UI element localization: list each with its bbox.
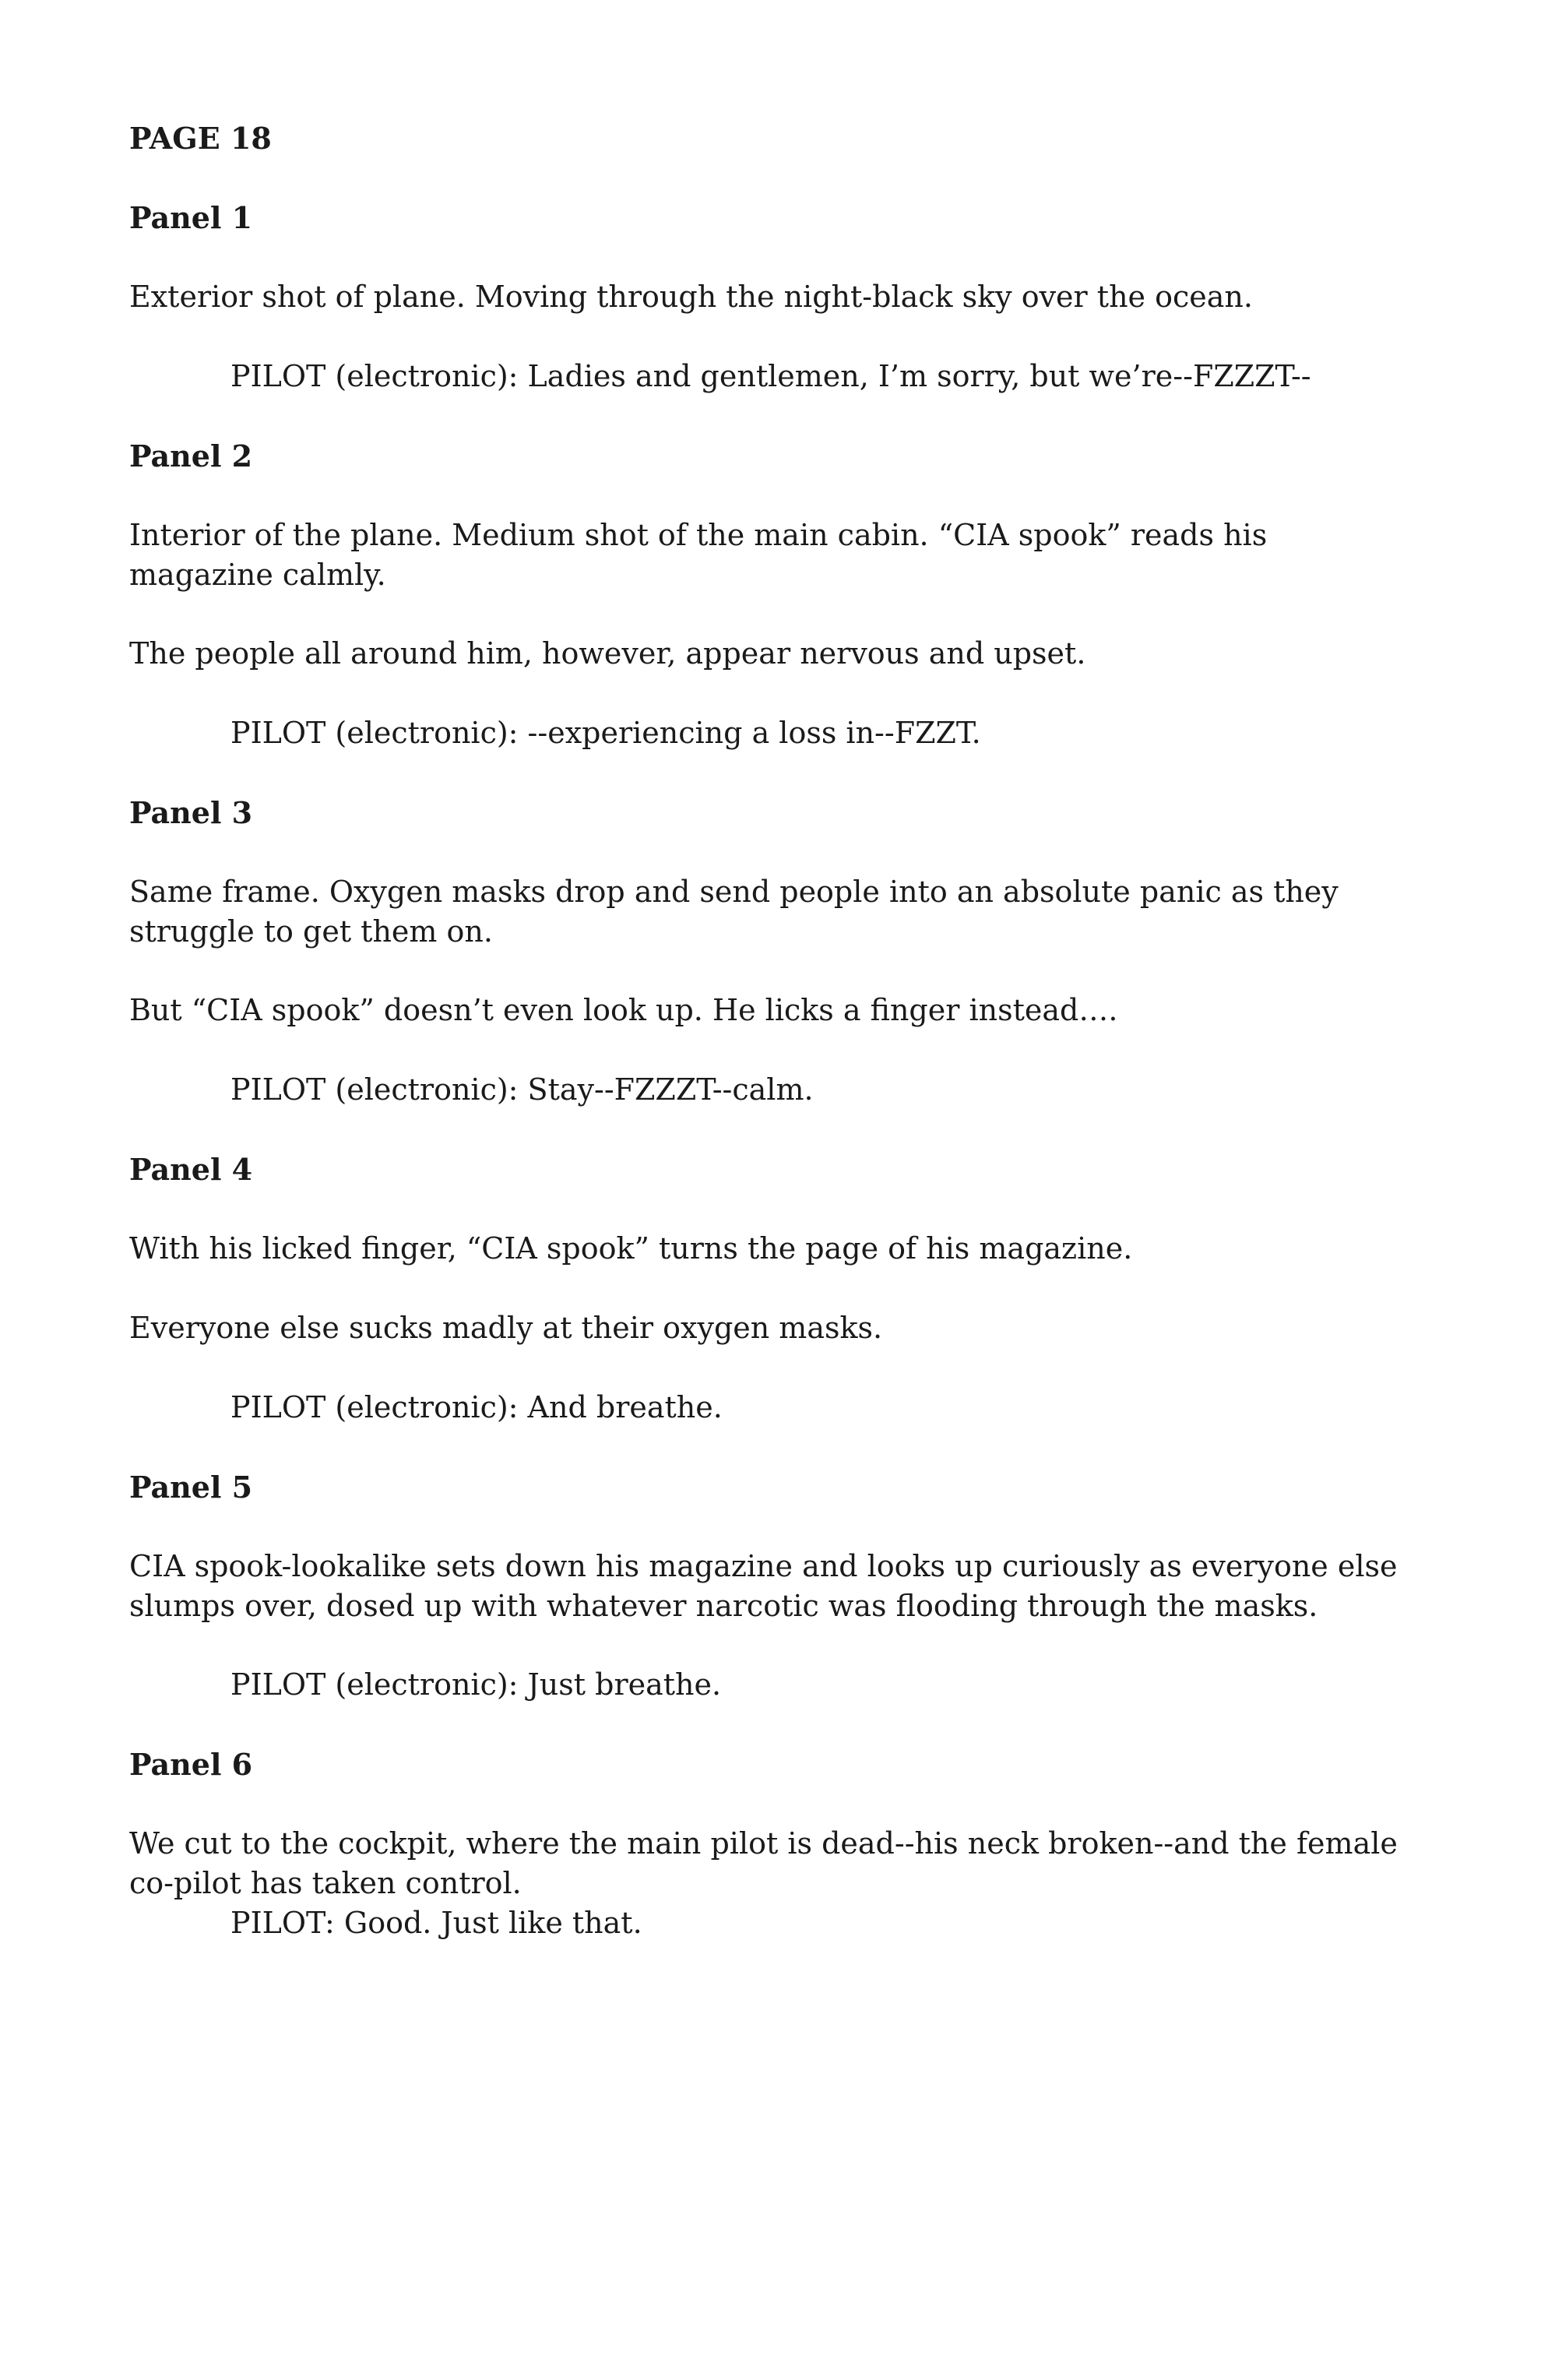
panel-6-dialogue: PILOT: Good. Just like that. (230, 1906, 642, 1940)
panel-6-description: We cut to the cockpit, where the main pilot is dead--his neck broken--and the female co-pilot has taken control. (129, 1826, 1398, 1900)
panel-2-description-1: Interior of the plane. Medium shot of the main cabin. “CIA spook” reads his magazine calmly. (129, 518, 1268, 592)
panel-3-description-1: Same frame. Oxygen masks drop and send people into an absolute panic as they struggle to get them on. (129, 875, 1339, 949)
panel-5-dialogue: PILOT (electronic): Just breathe. (230, 1667, 722, 1702)
panel-4-title: Panel 4 (129, 1152, 253, 1187)
panel-3-dialogue: PILOT (electronic): Stay--FZZZT--calm. (230, 1072, 814, 1107)
panel-4-description-1: With his licked finger, “CIA spook” turns the page of his magazine. (129, 1231, 1133, 1266)
panel-2-title: Panel 2 (129, 438, 253, 474)
panel-4-dialogue: PILOT (electronic): And breathe. (230, 1390, 723, 1424)
panel-5-title: Panel 5 (129, 1470, 253, 1505)
panel-1-description: Exterior shot of plane. Moving through the night-black sky over the ocean. (129, 280, 1253, 314)
panel-6-title: Panel 6 (129, 1747, 253, 1782)
panel-5-description: CIA spook-lookalike sets down his magazine and looks up curiously as everyone else slumps over, dosed up with whatever narcotic was flooding through the masks. (129, 1549, 1398, 1623)
panel-3-title: Panel 3 (129, 795, 253, 830)
panel-1-title: Panel 1 (129, 200, 253, 235)
panel-2-description-2: The people all around him, however, appear nervous and upset. (129, 636, 1086, 671)
page-heading: PAGE 18 (129, 121, 272, 156)
panel-2-dialogue: PILOT (electronic): --experiencing a loss in--FZZT. (230, 716, 981, 750)
panel-4-description-2: Everyone else sucks madly at their oxygen masks. (129, 1311, 883, 1345)
panel-3-description-2: But “CIA spook” doesn’t even look up. He licks a finger instead…. (129, 993, 1118, 1027)
panel-1-dialogue: PILOT (electronic): Ladies and gentlemen, I’m sorry, but we’re--FZZZT-- (230, 359, 1311, 393)
